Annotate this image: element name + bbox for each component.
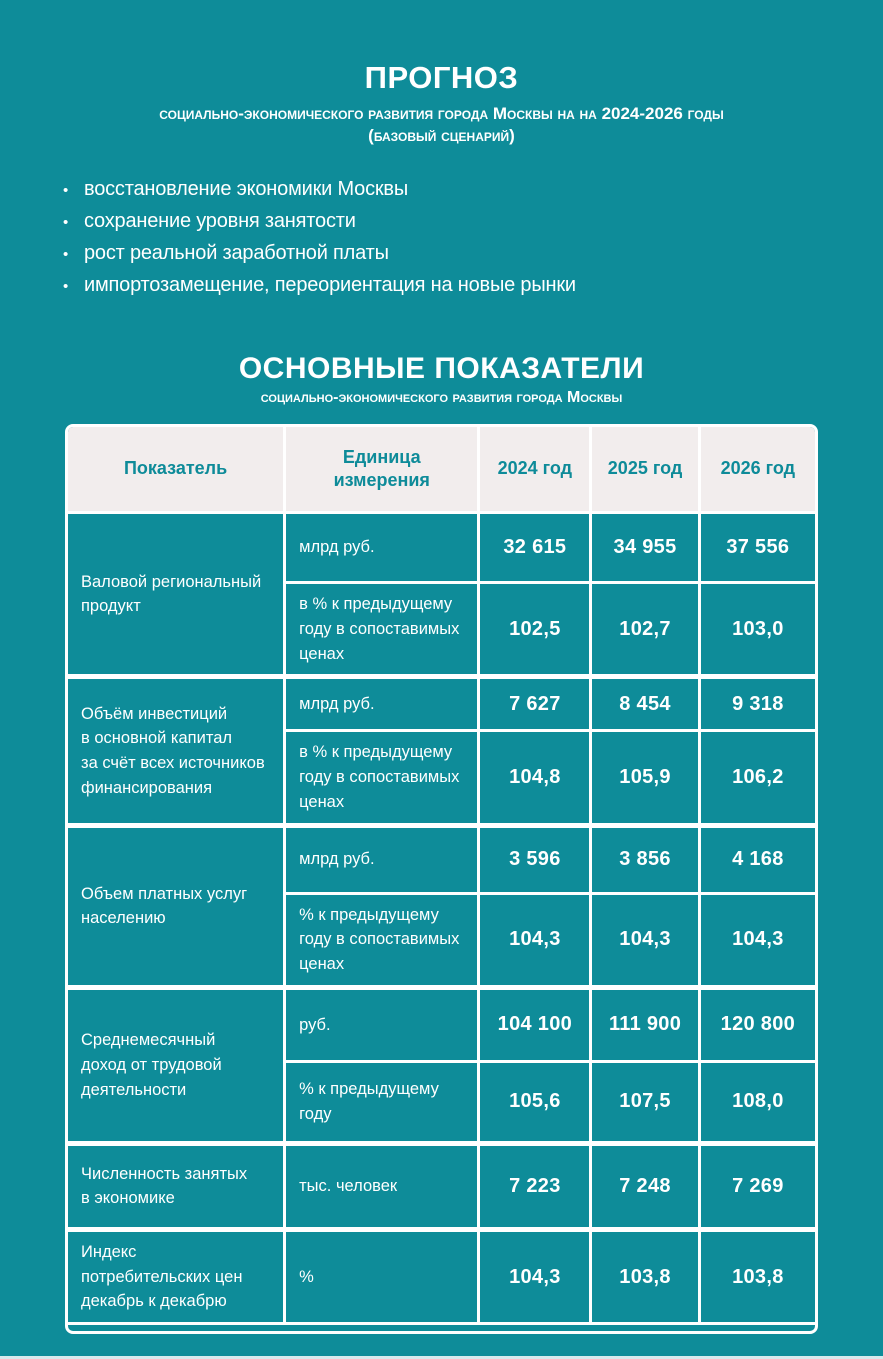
value-cell: 4 168 [699, 825, 815, 893]
unit-cell: млрд руб. [285, 825, 479, 893]
list-item-text: восстановление экономики Москвы [84, 178, 409, 201]
bullet-dot-icon: • [63, 246, 69, 264]
indicator-cell: Объём инвестиций в основной капитал за счёт всех источников финансирования [68, 677, 285, 825]
table-row [68, 677, 815, 731]
value-cell: 111 900 [591, 987, 699, 1061]
unit-cell: руб. [285, 987, 479, 1061]
unit-cell: в % к предыдущему году в сопоставимых ценах [285, 583, 479, 677]
header-block [0, 0, 883, 147]
value-cell: 37 556 [699, 513, 815, 583]
table-header-row [68, 427, 815, 513]
value-cell: 107,5 [591, 1061, 699, 1143]
value-cell: 7 269 [699, 1143, 815, 1229]
column-header-unit: Единица измерения [285, 427, 479, 513]
value-cell: 120 800 [699, 987, 815, 1061]
section-header-block [0, 352, 883, 407]
list-item [63, 174, 883, 206]
table-row [68, 513, 815, 583]
key-points-list [63, 174, 883, 302]
value-cell: 104,3 [479, 1229, 591, 1323]
value-cell: 102,7 [591, 583, 699, 677]
bullet-dot-icon: • [63, 214, 69, 232]
value-cell: 8 454 [591, 677, 699, 731]
list-item-text: рост реальной заработной платы [84, 242, 389, 265]
list-item [63, 238, 883, 270]
value-cell: 105,9 [591, 731, 699, 825]
column-header-2025: 2025 год [591, 427, 699, 513]
value-cell: 104,3 [699, 893, 815, 987]
list-item-text: импортозамещение, переориентация на новые рынки [84, 274, 576, 297]
value-cell: 103,0 [699, 583, 815, 677]
page-subtitle-line1: социально-экономического развития города Москвы на на 2024-2026 годы [159, 104, 724, 123]
unit-cell: % к предыдущему году в сопоставимых ценах [285, 893, 479, 987]
value-cell: 105,6 [479, 1061, 591, 1143]
indicator-cell: Индекс потребительских цен декабрь к декабрю [68, 1229, 285, 1323]
value-cell: 7 223 [479, 1143, 591, 1229]
column-header-indicator: Показатель [68, 427, 285, 513]
indicator-cell: Объем платных услуг населению [68, 825, 285, 987]
value-cell: 3 856 [591, 825, 699, 893]
page-subtitle-line2: (базовый сценарий) [368, 126, 515, 146]
page-title: ПРОГНОЗ [364, 60, 519, 95]
value-cell: 102,5 [479, 583, 591, 677]
value-cell: 3 596 [479, 825, 591, 893]
column-header-2024: 2024 год [479, 427, 591, 513]
value-cell: 32 615 [479, 513, 591, 583]
table-row [68, 1229, 815, 1323]
value-cell: 104,8 [479, 731, 591, 825]
list-item [63, 270, 883, 302]
indicator-cell: Численность занятых в экономике [68, 1143, 285, 1229]
bullet-dot-icon: • [63, 182, 69, 200]
section-title: ОСНОВНЫЕ ПОКАЗАТЕЛИ [238, 352, 645, 386]
table-row [68, 987, 815, 1061]
section-subtitle: социально-экономического развития города Москвы [260, 389, 623, 407]
table-row [68, 1143, 815, 1229]
value-cell: 7 248 [591, 1143, 699, 1229]
value-cell: 104,3 [479, 893, 591, 987]
value-cell: 104 100 [479, 987, 591, 1061]
value-cell: 106,2 [699, 731, 815, 825]
value-cell: 103,8 [591, 1229, 699, 1323]
indicator-cell: Валовой региональный продукт [68, 513, 285, 677]
indicators-table [68, 427, 815, 1325]
value-cell: 7 627 [479, 677, 591, 731]
unit-cell: тыс. человек [285, 1143, 479, 1229]
list-item [63, 206, 883, 238]
value-cell: 108,0 [699, 1061, 815, 1143]
value-cell: 9 318 [699, 677, 815, 731]
unit-cell: в % к предыдущему году в сопоставимых ценах [285, 731, 479, 825]
unit-cell: млрд руб. [285, 513, 479, 583]
column-header-2026: 2026 год [699, 427, 815, 513]
indicators-table-frame [65, 424, 818, 1334]
unit-cell: % к предыдущему году [285, 1061, 479, 1143]
unit-cell: % [285, 1229, 479, 1323]
value-cell: 104,3 [591, 893, 699, 987]
unit-cell: млрд руб. [285, 677, 479, 731]
table-row [68, 825, 815, 893]
value-cell: 34 955 [591, 513, 699, 583]
list-item-text: сохранение уровня занятости [84, 210, 356, 233]
value-cell: 103,8 [699, 1229, 815, 1323]
indicator-cell: Среднемесячный доход от трудовой деятельности [68, 987, 285, 1143]
bullet-dot-icon: • [63, 278, 69, 296]
